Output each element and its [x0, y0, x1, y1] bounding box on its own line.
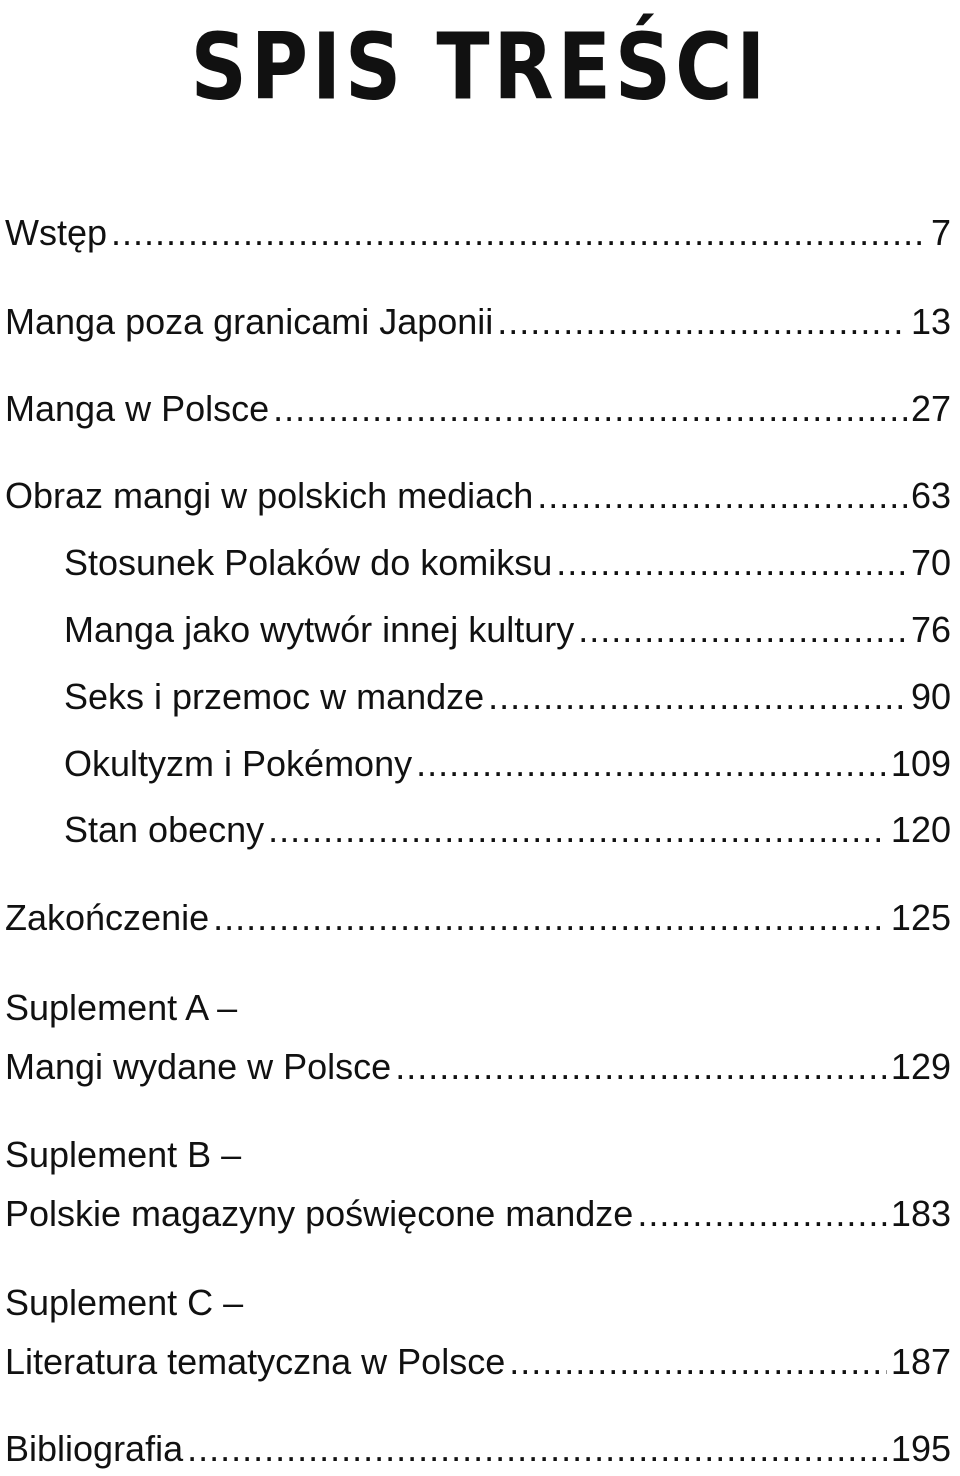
- toc-entry-page: 76: [910, 609, 951, 650]
- toc-leader-dots: [497, 298, 907, 346]
- toc-entry-page: 187: [890, 1341, 951, 1382]
- toc-entry-suplement-c[interactable]: [5, 1338, 951, 1386]
- toc-heading-suplement-c: Suplement C –: [5, 1282, 244, 1323]
- toc-entry-label: Manga poza granicami Japonii: [5, 301, 494, 342]
- toc-entry-page: 70: [910, 542, 951, 583]
- toc-entry-manga-poza[interactable]: [5, 298, 951, 346]
- toc-entry-label: Polskie magazyny poświęcone mandze: [5, 1193, 634, 1234]
- toc-entry-manga-w-polsce[interactable]: [5, 385, 951, 433]
- toc-entry-stosunek[interactable]: [64, 539, 951, 587]
- toc-leader-dots: [213, 894, 887, 942]
- page-title: SPIS TREŚCI: [190, 14, 770, 122]
- toc-leader-dots: [637, 1190, 887, 1238]
- toc-leader-dots: [268, 806, 887, 854]
- toc-leader-dots: [416, 740, 887, 788]
- toc-leader-dots: [488, 673, 907, 721]
- toc-entry-page: 125: [890, 897, 951, 938]
- toc-entry-page: 129: [890, 1046, 951, 1087]
- toc-entry-label: Stosunek Polaków do komiksu: [64, 542, 553, 583]
- toc-entry-label: Okultyzm i Pokémony: [64, 743, 413, 784]
- toc-entry-suplement-a[interactable]: [5, 1043, 951, 1091]
- toc-entry-page: 63: [910, 475, 951, 516]
- toc-entry-okultyzm[interactable]: [64, 740, 951, 788]
- toc-leader-dots: [273, 385, 907, 433]
- toc-entry-label: Manga jako wytwór innej kultury: [64, 609, 575, 650]
- toc-entry-page: 90: [910, 676, 951, 717]
- toc-leader-dots: [556, 539, 907, 587]
- toc-entry-label: Zakończenie: [5, 897, 210, 938]
- toc-entry-obraz-mangi[interactable]: [5, 472, 951, 520]
- toc-entry-page: 27: [910, 388, 951, 429]
- toc-entry-label: Mangi wydane w Polsce: [5, 1046, 392, 1087]
- toc-entry-stan[interactable]: [64, 806, 951, 854]
- toc-entry-page: 183: [890, 1193, 951, 1234]
- toc-entry-page: 13: [910, 301, 951, 342]
- toc-leader-dots: [537, 472, 907, 520]
- toc-entry-label: Stan obecny: [64, 809, 265, 850]
- toc-entry-bibliografia[interactable]: [5, 1425, 951, 1473]
- toc-heading-suplement-a: Suplement A –: [5, 987, 238, 1028]
- toc-leader-dots: [509, 1338, 887, 1386]
- toc-leader-dots: [395, 1043, 887, 1091]
- toc-entry-page: 109: [890, 743, 951, 784]
- toc-entry-page: 120: [890, 809, 951, 850]
- toc-entry-wytwor[interactable]: [64, 606, 951, 654]
- toc-entry-label: Bibliografia: [5, 1428, 184, 1469]
- toc-entry-label: Seks i przemoc w mandze: [64, 676, 485, 717]
- toc-entry-label: Manga w Polsce: [5, 388, 270, 429]
- toc-entry-label: Wstęp: [5, 212, 108, 253]
- toc-entry-page: 195: [890, 1428, 951, 1469]
- toc-entry-suplement-b[interactable]: [5, 1190, 951, 1238]
- toc-entry-label: Obraz mangi w polskich mediach: [5, 475, 534, 516]
- toc-entry-zakonczenie[interactable]: [5, 894, 951, 942]
- toc-entry-seks[interactable]: [64, 673, 951, 721]
- toc-entry-wstep[interactable]: [5, 209, 951, 257]
- toc-heading-suplement-b: Suplement B –: [5, 1134, 242, 1175]
- toc-entry-label: Literatura tematyczna w Polsce: [5, 1341, 506, 1382]
- toc-leader-dots: [187, 1425, 887, 1473]
- toc-leader-dots: [111, 209, 927, 257]
- toc-entry-page: 7: [930, 212, 951, 253]
- toc-leader-dots: [578, 606, 907, 654]
